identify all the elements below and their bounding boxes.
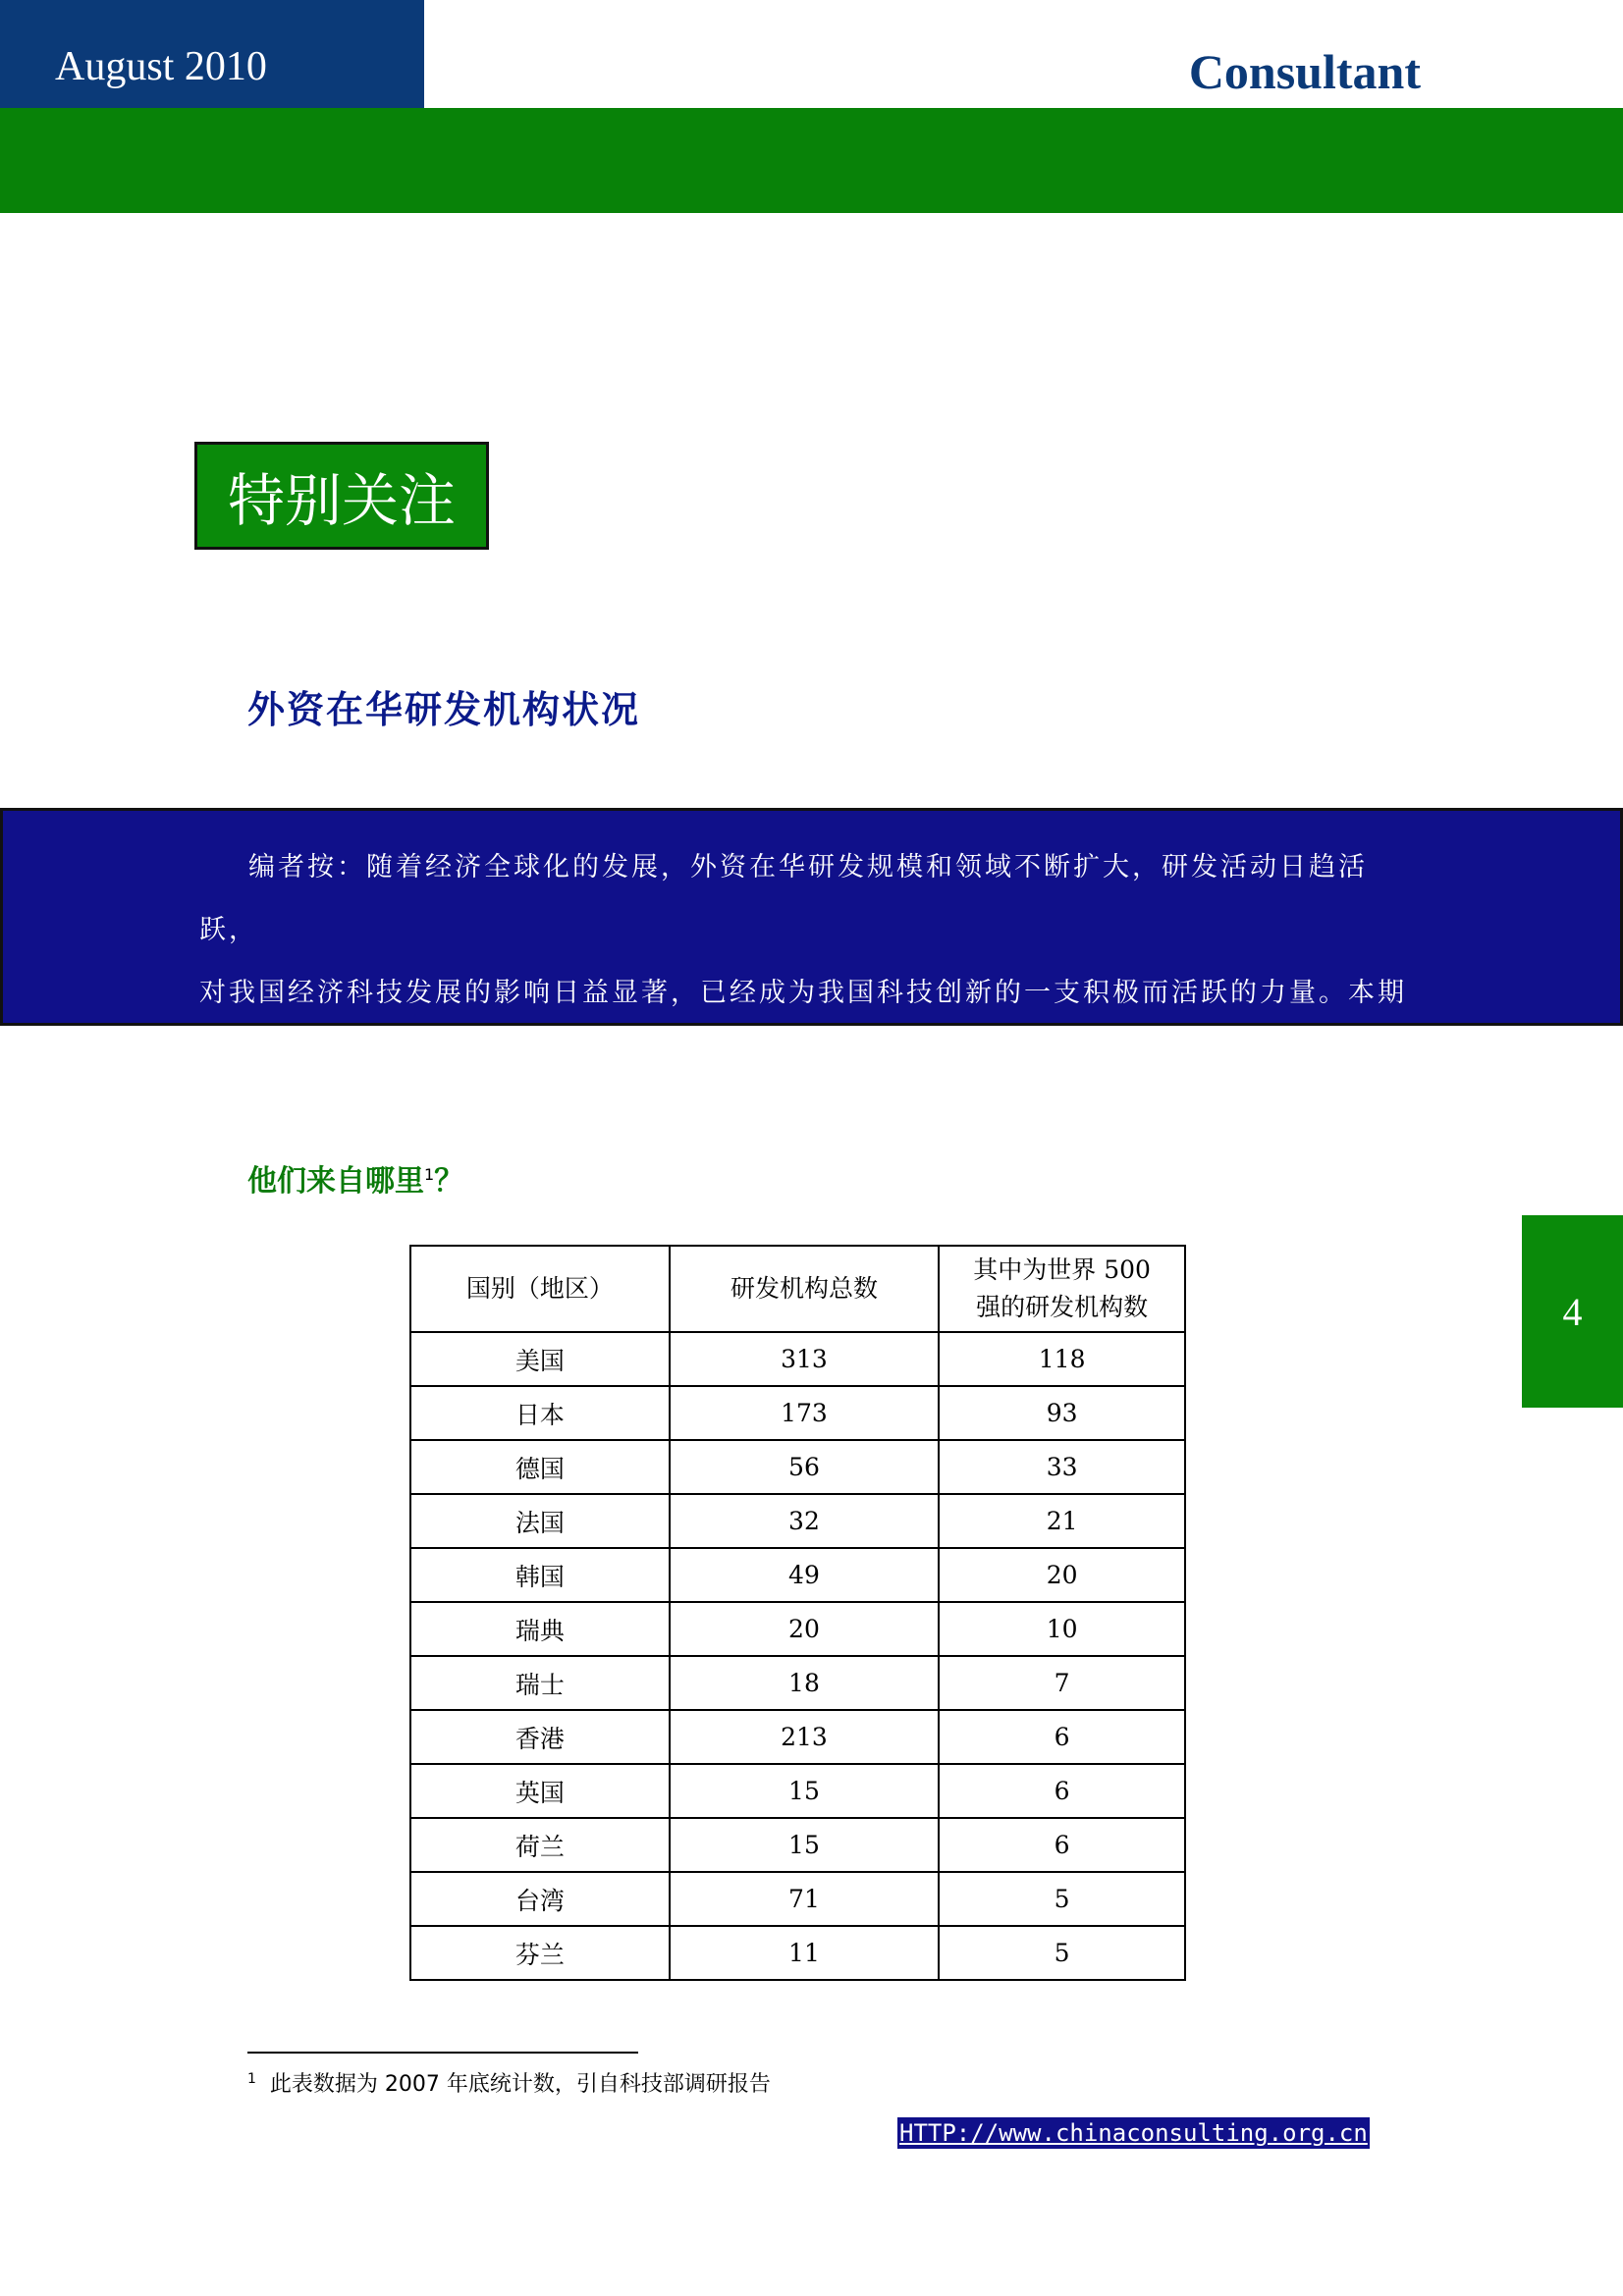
table-row <box>410 1764 1185 1818</box>
cell-country: 香港 <box>410 1710 670 1764</box>
cell-country: 芬兰 <box>410 1926 670 1980</box>
table-header-row <box>410 1246 1185 1332</box>
footnote-text: 此表数据为 2007 年底统计数，引自科技部调研报告 <box>269 2072 771 2097</box>
cell-total: 71 <box>670 1872 940 1926</box>
cell-country: 瑞士 <box>410 1656 670 1710</box>
cell-country: 荷兰 <box>410 1818 670 1872</box>
editor-note-line: 刊收集部分信息和数据，帮助业界人员了解有关情况，在相关研究和咨询工作中参考。 <box>199 1103 1319 1134</box>
editor-note-box <box>0 808 1623 1134</box>
header-top500 <box>939 1246 1185 1332</box>
table-subheading <box>247 1156 463 1200</box>
subheading-suffix: ？ <box>434 1164 464 1199</box>
cell-total: 20 <box>670 1602 940 1656</box>
table-row <box>410 1656 1185 1710</box>
table-row <box>410 1872 1185 1926</box>
issue-date: August 2010 <box>55 44 267 89</box>
footnote-reference[interactable]: 1 <box>424 1165 435 1184</box>
cell-country: 台湾 <box>410 1872 670 1926</box>
cell-top500: 21 <box>939 1494 1185 1548</box>
website-link[interactable]: HTTP://www.chinaconsulting.org.cn <box>899 2119 1368 2147</box>
cell-total: 49 <box>670 1548 940 1602</box>
table-row <box>410 1926 1185 1980</box>
cell-top500: 20 <box>939 1548 1185 1602</box>
cell-total: 15 <box>670 1818 940 1872</box>
header-top500-line: 其中为世界 500 <box>973 1255 1151 1284</box>
editor-note-line: 对我国经济科技发展的影响日益显著，已经成为我国科技创新的一支积极而活跃的力量。本期会 <box>199 978 1407 1071</box>
cell-top500: 93 <box>939 1386 1185 1440</box>
publication-name: Consultant <box>1188 44 1421 99</box>
header-total: 研发机构总数 <box>670 1246 940 1332</box>
cell-total: 18 <box>670 1656 940 1710</box>
cell-top500: 33 <box>939 1440 1185 1494</box>
article-title: 外资在华研发机构状况 <box>247 688 641 731</box>
section-tag: 特别关注 <box>194 442 489 550</box>
header-country: 国别（地区） <box>410 1246 670 1332</box>
table-row <box>410 1602 1185 1656</box>
cell-total: 313 <box>670 1332 940 1386</box>
table-row <box>410 1440 1185 1494</box>
table-row <box>410 1548 1185 1602</box>
cell-top500: 10 <box>939 1602 1185 1656</box>
cell-total: 56 <box>670 1440 940 1494</box>
table-row <box>410 1332 1185 1386</box>
footnote <box>247 2067 771 2098</box>
cell-country: 美国 <box>410 1332 670 1386</box>
cell-total: 32 <box>670 1494 940 1548</box>
page-number-tab: 4 <box>1522 1215 1623 1408</box>
cell-country: 韩国 <box>410 1548 670 1602</box>
cell-top500: 6 <box>939 1818 1185 1872</box>
table-row <box>410 1494 1185 1548</box>
cell-country: 德国 <box>410 1440 670 1494</box>
cell-total: 213 <box>670 1710 940 1764</box>
rd-institutions-table <box>409 1245 1186 1981</box>
header-band <box>0 108 1623 213</box>
cell-total: 173 <box>670 1386 940 1440</box>
cell-country: 英国 <box>410 1764 670 1818</box>
table-row <box>410 1386 1185 1440</box>
cell-country: 瑞典 <box>410 1602 670 1656</box>
subheading-text: 他们来自哪里 <box>247 1164 424 1199</box>
cell-top500: 7 <box>939 1656 1185 1710</box>
cell-top500: 118 <box>939 1332 1185 1386</box>
cell-top500: 6 <box>939 1710 1185 1764</box>
cell-top500: 5 <box>939 1872 1185 1926</box>
cell-top500: 6 <box>939 1764 1185 1818</box>
header-top500-line: 强的研发机构数 <box>976 1293 1149 1321</box>
table-row <box>410 1818 1185 1872</box>
cell-top500: 5 <box>939 1926 1185 1980</box>
footnote-mark: 1 <box>247 2070 256 2087</box>
cell-total: 11 <box>670 1926 940 1980</box>
table-body <box>410 1332 1185 1980</box>
cell-country: 日本 <box>410 1386 670 1440</box>
table-row <box>410 1710 1185 1764</box>
footnote-divider <box>247 2052 638 2054</box>
cell-country: 法国 <box>410 1494 670 1548</box>
cell-total: 15 <box>670 1764 940 1818</box>
editor-note-line: 编者按：随着经济全球化的发展，外资在华研发规模和领域不断扩大，研发活动日趋活跃， <box>199 852 1368 945</box>
